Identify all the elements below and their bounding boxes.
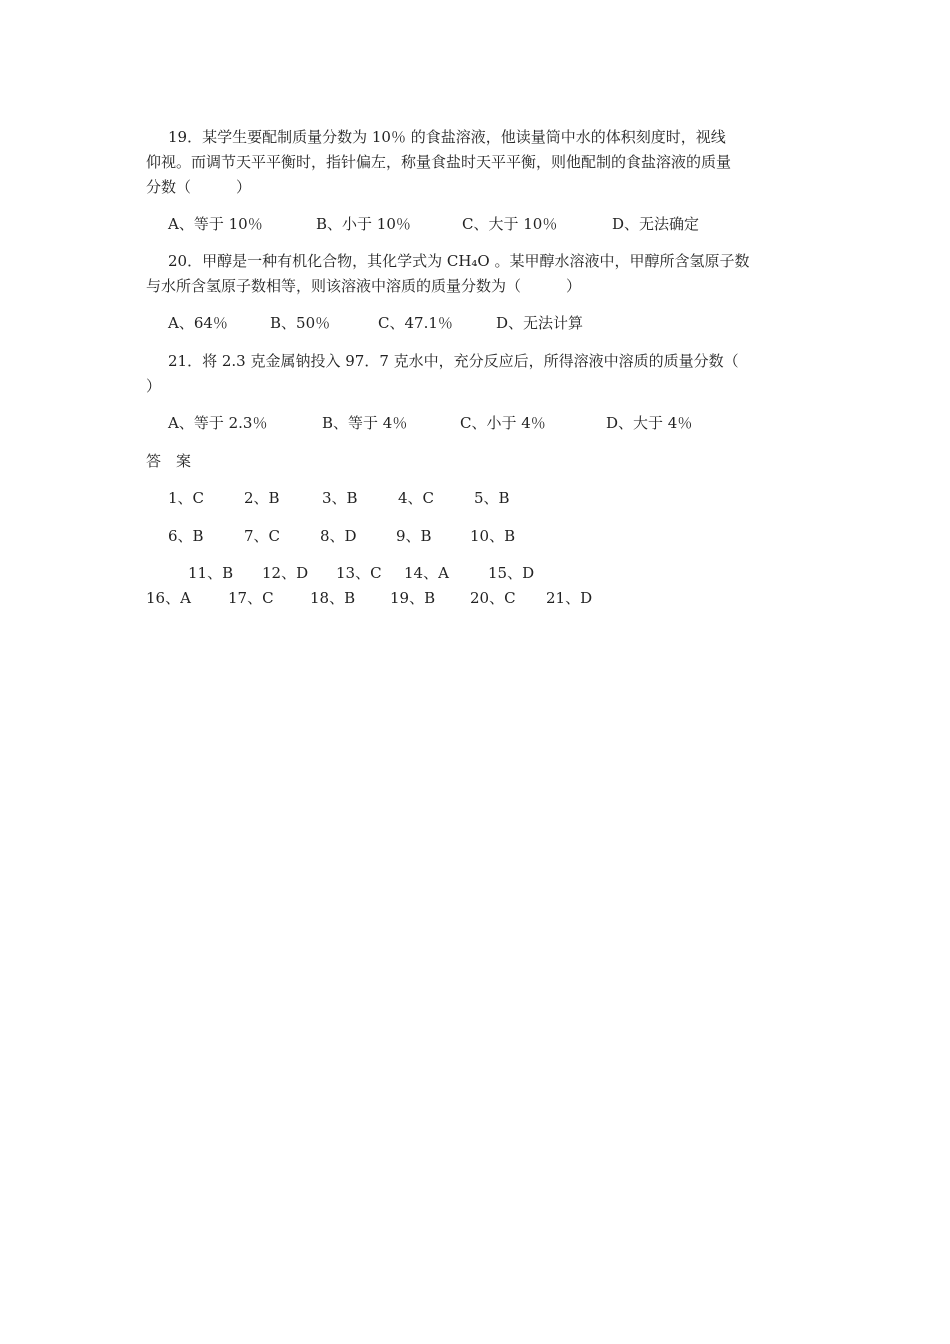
q20-option-a: A、64％ bbox=[168, 314, 228, 332]
q19-option-c: C、大于 10％ bbox=[462, 215, 558, 233]
answer-13: 13、C bbox=[336, 564, 382, 582]
answer-9: 9、B bbox=[396, 527, 432, 545]
q20-line-1: 20．甲醇是一种有机化合物，其化学式为 CH₄O 。某甲醇水溶液中，甲醇所含氢原子数 bbox=[168, 252, 750, 270]
answer-8: 8、D bbox=[320, 527, 357, 545]
answers-heading: 答 案 bbox=[146, 452, 192, 470]
answer-15: 15、D bbox=[488, 564, 535, 582]
q19-option-b: B、小于 10％ bbox=[316, 215, 411, 233]
answer-14: 14、A bbox=[404, 564, 449, 582]
q21-option-d: D、大于 4％ bbox=[606, 414, 693, 432]
answer-19: 19、B bbox=[390, 589, 436, 607]
q19-line-2: 仰视。而调节天平平衡时，指针偏左，称量食盐时天平平衡，则他配制的食盐溶液的质量 bbox=[146, 153, 732, 171]
q19-option-a: A、等于 10％ bbox=[168, 215, 263, 233]
q19-line-3: 分数（ ） bbox=[146, 178, 252, 196]
answer-18: 18、B bbox=[310, 589, 356, 607]
answer-17: 17、C bbox=[228, 589, 274, 607]
answer-16: 16、A bbox=[146, 589, 191, 607]
answer-3: 3、B bbox=[322, 489, 358, 507]
answer-21: 21、D bbox=[546, 589, 593, 607]
answer-10: 10、B bbox=[470, 527, 516, 545]
q20-option-d: D、无法计算 bbox=[496, 314, 584, 332]
q19-line-1: 19．某学生要配制质量分数为 10％ 的食盐溶液，他读量筒中水的体积刻度时，视线 bbox=[168, 128, 726, 146]
q21-line-2: ） bbox=[146, 377, 162, 395]
q21-option-b: B、等于 4％ bbox=[322, 414, 408, 432]
answer-7: 7、C bbox=[244, 527, 281, 545]
q20-option-c: C、47.1％ bbox=[378, 314, 453, 332]
answer-12: 12、D bbox=[262, 564, 309, 582]
q20-line-2: 与水所含氢原子数相等，则该溶液中溶质的质量分数为（ ） bbox=[146, 277, 582, 295]
answer-5: 5、B bbox=[474, 489, 510, 507]
answer-11: 11、B bbox=[188, 564, 234, 582]
q20-option-b: B、50％ bbox=[270, 314, 331, 332]
q21-option-a: A、等于 2.3％ bbox=[168, 414, 268, 432]
answer-20: 20、C bbox=[470, 589, 516, 607]
q21-option-c: C、小于 4％ bbox=[460, 414, 546, 432]
answer-6: 6、B bbox=[168, 527, 204, 545]
q21-line-1: 21．将 2.3 克金属钠投入 97．7 克水中，充分反应后，所得溶液中溶质的质量分数（ bbox=[168, 352, 739, 370]
answer-1: 1、C bbox=[168, 489, 205, 507]
answer-2: 2、B bbox=[244, 489, 280, 507]
q19-option-d: D、无法确定 bbox=[612, 215, 700, 233]
answer-4: 4、C bbox=[398, 489, 435, 507]
